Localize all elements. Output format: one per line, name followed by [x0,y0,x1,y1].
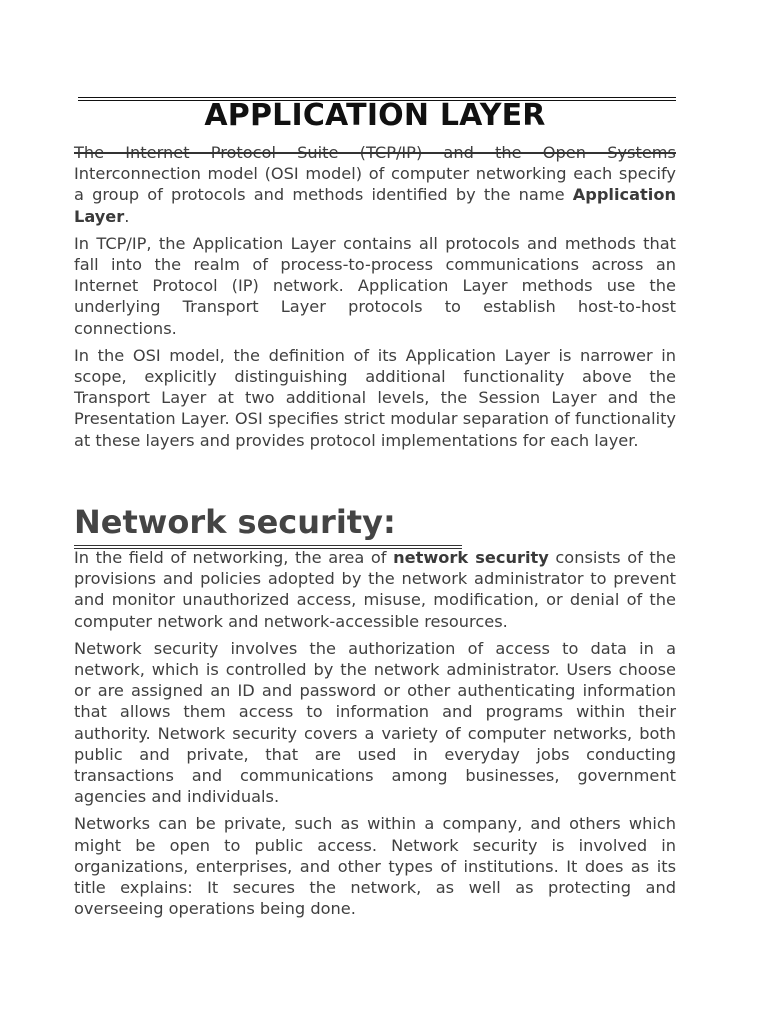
paragraph-text: consists of the provisions and policies adopted by the network administrator to prevent and monitor unauthorized access, misuse, modification, or denial of the computer network and network-accessible resources. [74,548,676,631]
paragraph-network-security-intro [74,547,676,632]
paragraph-text: Interconnection model (OSI model) of computer networking each specify a group of protocols and methods identified by the name [74,164,676,205]
paragraph-text: In the field of networking, the area of [74,548,394,567]
paragraph-tcpip: In TCP/IP, the Application Layer contains all protocols and methods that fall into the realm of process-to-process communications across an Internet Protocol (IP) network. Application Layer methods use the underlying Transport Layer protocols to establish host-to-host connections. [74,233,676,338]
paragraph-intro [74,142,676,227]
section-application-layer [74,142,676,457]
struck-line: The Internet Protocol Suite (TCP/IP) and the Open Systems [74,143,676,162]
bold-term: network security [393,548,549,567]
paragraph-text: . [124,206,130,226]
section-heading: Network security: [74,503,396,541]
bold-term: Application Layer [74,185,676,226]
paragraph-private-networks: Networks can be private, such as within a company, and others which might be open to public access. Network security is involved in organizations, enterprises, and other types of institutions. It does as its title explains: It secures the network, as well as protecting and overseeing operations being done. [74,814,676,919]
paragraph-authorization: Network security involves the authorization of access to data in a network, which is controlled by the network administrator. Users choose or are assigned an ID and password or other authenticating information that allows them access to information and programs within their authority. Network security covers a variety of computer networks, both public and private, that are used in everyday jobs conducting transactions and communications among businesses, government agencies and individuals. [74,638,676,807]
section-network-security [74,547,676,925]
paragraph-osi: In the OSI model, the definition of its Application Layer is narrower in scope, explicitly distinguishing additional functionality above the Transport Layer at two additional levels, the Session Layer and the Presentation Layer. OSI specifies strict modular separation of functionality at these layers and provides protocol implementations for each layer. [74,345,676,450]
page-title: APPLICATION LAYER [204,98,546,133]
